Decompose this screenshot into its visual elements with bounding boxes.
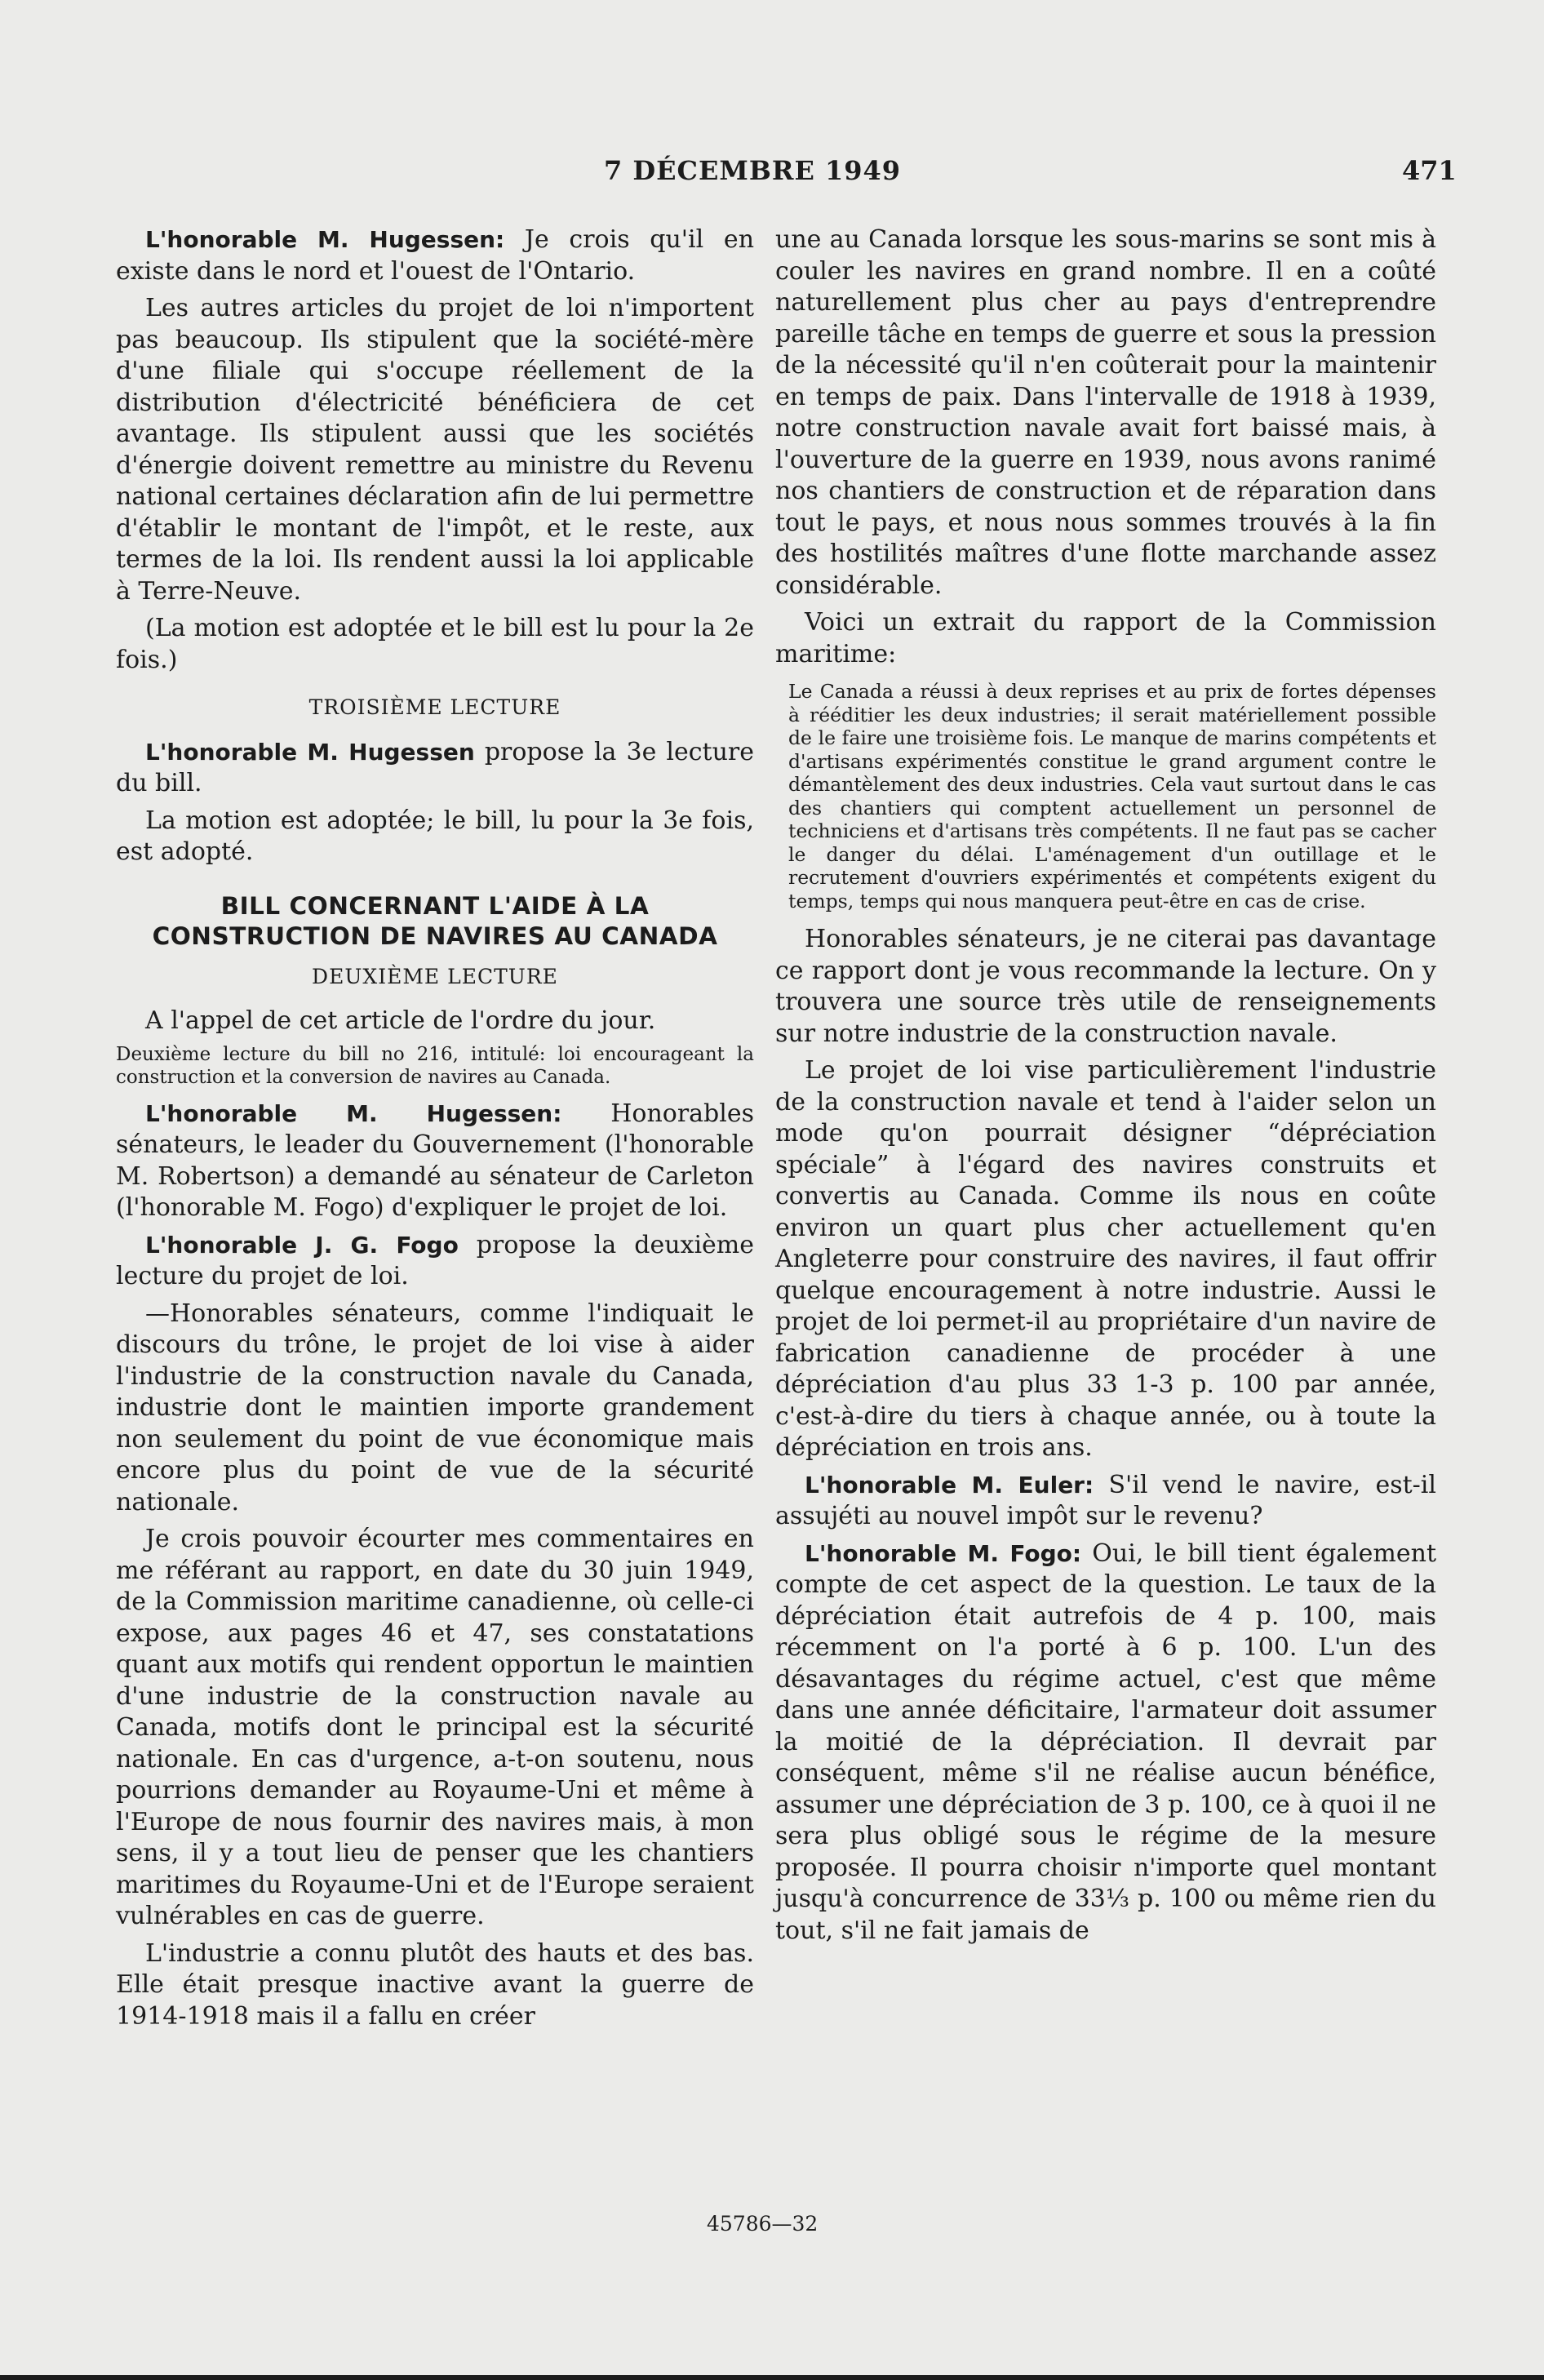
speech-text: Oui, le bill tient également compte de cet aspect de la question. Le taux de la dépréciation était autrefois de 4 p. 100, mais récemment on l'a porté à 6 p. 100. L'un des désavantages du régime actuel, c'est que même dans une année déficitaire, l'armateur doit assumer la moitié de la dépréciation. Il devrait par conséquent, même s'il ne réalise aucun bénéfice, assumer une dépréciation de 3 p. 100, ce à quoi il ne sera plus obligé sous le régime de la mesure proposée. Il pourra choisir n'importe quel montant jusqu'à concurrence de 33⅓ p. 100 ou même rien du tout, s'il ne fait jamais de bbox=[775, 1539, 1436, 1945]
speaker-name: L'honorable J. G. Fogo bbox=[145, 1231, 459, 1259]
paragraph: une au Canada lorsque les sous-marins se sont mis à couler les navires en grand nombre. Il en a coûté naturellement plus cher au pays d'entreprendre pareille tâche en temps de guerre et sous la pression de la nécessité qu'il n'en coûterait pour la maintenir en temps de paix. Dans l'intervalle de 1918 à 1939, notre construction navale avait fort baissé mais, à l'ouverture de la guerre en 1939, nous avons ranimé nos chantiers de construction et de réparation dans tout le pays, et nous nous sommes trouvés à la fin des hostilités maîtres d'une flotte marchande assez considérable. bbox=[775, 225, 1436, 600]
paragraph bbox=[116, 1099, 754, 1224]
paragraph bbox=[116, 737, 754, 800]
paragraph: Honorables sénateurs, je ne citerai pas davantage ce rapport dont je vous recommande la lecture. On y trouvera une source très utile de renseignements sur notre industrie de la construction navale. bbox=[775, 925, 1436, 1048]
footer-code: 45786—32 bbox=[707, 2212, 819, 2236]
speech-text: Honorables sénateurs, le leader du Gouvernement (l'honorable M. Robertson) a demandé au sénateur de Carleton (l'honorable M. Fogo) d'expliquer le projet de loi. bbox=[116, 1099, 754, 1222]
paragraph bbox=[775, 1470, 1436, 1533]
paragraph: Les autres articles du projet de loi n'importent pas beaucoup. Ils stipulent que la société-mère d'une filiale qui s'occupe réellement de la distribution d'électricité bénéficiera de cet avantage. Ils stipulent aussi que les sociétés d'énergie doivent remettre au ministre du Revenu national certaines déclaration afin de lui permettre d'établir le montant de l'impôt, et le reste, aux termes de la loi. Ils rendent aussi la loi applicable à Terre-Neuve. bbox=[116, 294, 754, 606]
speaker-name: L'honorable M. Hugessen: bbox=[145, 1099, 562, 1127]
left-column bbox=[116, 224, 754, 2038]
paragraph bbox=[116, 1230, 754, 1293]
subheading: DEUXIÈME LECTURE bbox=[312, 964, 558, 988]
speech-text: Je crois qu'il en existe dans le nord et l'ouest de l'Ontario. bbox=[116, 225, 755, 286]
speaker-name: L'honorable M. Euler: bbox=[805, 1471, 1094, 1499]
page-number: 471 bbox=[1402, 155, 1457, 186]
paragraph: Voici un extrait du rapport de la Commission maritime: bbox=[775, 608, 1436, 668]
paragraph: Le projet de loi vise particulièrement l'industrie de la construction navale et tend à l'aider selon un mode qu'on pourrait désigner “dépréciation spéciale” à l'égard des navires construits et convertis au Canada. Comme ils nous en coûte environ un quart plus cher actuellement qu'en Angleterre pour construire des navires, il faut offrir quelque encouragement à notre industrie. Aussi le projet de loi permet-il au propriétaire d'un navire de fabrication canadienne de procéder à une dépréciation d'au plus 33 1-3 p. 100 par année, c'est-à-dire du tiers à chaque année, ou à toute la dépréciation en trois ans. bbox=[775, 1056, 1436, 1462]
speaker-name: L'honorable M. Hugessen: bbox=[145, 226, 505, 253]
speech-text: propose la 3e lecture du bill. bbox=[116, 737, 754, 797]
right-column bbox=[775, 224, 1436, 1952]
section-title: BILL CONCERNANT L'AIDE À LA CONSTRUCTION DE NAVIRES AU CANADA bbox=[152, 891, 718, 950]
paragraph: —Honorables sénateurs, comme l'indiquait le discours du trône, le projet de loi vise à aider l'industrie de la construction navale du Canada, industrie dont le maintien importe grandement non seulement du point de vue économique mais encore plus du point de vue de la sécurité nationale. bbox=[116, 1299, 754, 1516]
speaker-name: L'honorable M. Fogo: bbox=[805, 1539, 1082, 1567]
speech-text: S'il vend le navire, est-il assujéti au nouvel impôt sur le revenu? bbox=[775, 1470, 1436, 1530]
paragraph: A l'appel de cet article de l'ordre du jour. bbox=[145, 1006, 656, 1035]
speaker-name: L'honorable M. Hugessen bbox=[145, 738, 475, 766]
subheading: TROISIÈME LECTURE bbox=[308, 695, 561, 719]
block-quote: Le Canada a réussi à deux reprises et au prix de fortes dépenses à rééditier les deux industries; il serait matériellement possible de le faire une troisième fois. Le manque de marins compétents et d'artisans expérimentés constitue le grand argument contre le démantèlement des deux industries. Cela vaut surtout dans le cas des chantiers qui comptent actuellement un personnel de techniciens et d'artisans très compétents. Il ne faut pas se cacher le danger du délai. L'aménagement d'un outillage et le recrutement d'ouvriers expérimentés et compétents exigent du temps, temps qui nous manquera peut-être en cas de crise. bbox=[788, 680, 1436, 912]
header-date: 7 DÉCEMBRE 1949 bbox=[604, 155, 902, 186]
bill-description: Deuxième lecture du bill no 216, intitulé: loi encourageant la construction et la conversion de navires au Canada. bbox=[116, 1043, 754, 1088]
speech-text: propose la deuxième lecture du projet de loi. bbox=[116, 1230, 754, 1290]
paragraph: L'industrie a connu plutôt des hauts et des bas. Elle était presque inactive avant la guerre de 1914-1918 mais il a fallu en créer bbox=[116, 1938, 754, 2031]
paragraph bbox=[116, 224, 754, 287]
bottom-edge bbox=[0, 2375, 1544, 2380]
page-header bbox=[0, 155, 1544, 196]
paragraph: Je crois pouvoir écourter mes commentaires en me référant au rapport, en date du 30 juin 1949, de la Commission maritime canadienne, où celle-ci expose, aux pages 46 et 47, ses constatations quant aux motifs qui rendent opportun le maintien d'une industrie de la construction navale au Canada, motifs dont le principal est la sécurité nationale. En cas d'urgence, a-t-on soutenu, nous pourrions demander au Royaume-Uni et même à l'Europe de nous fournir des navires mais, à mon sens, il y a tout lieu de penser que les chantiers maritimes du Royaume-Uni et de l'Europe seraient vulnérables en cas de guerre. bbox=[116, 1525, 754, 1930]
paragraph: (La motion est adoptée et le bill est lu pour la 2e fois.) bbox=[116, 614, 754, 674]
paragraph bbox=[775, 1539, 1436, 1947]
paragraph: La motion est adoptée; le bill, lu pour la 3e fois, est adopté. bbox=[116, 806, 754, 866]
